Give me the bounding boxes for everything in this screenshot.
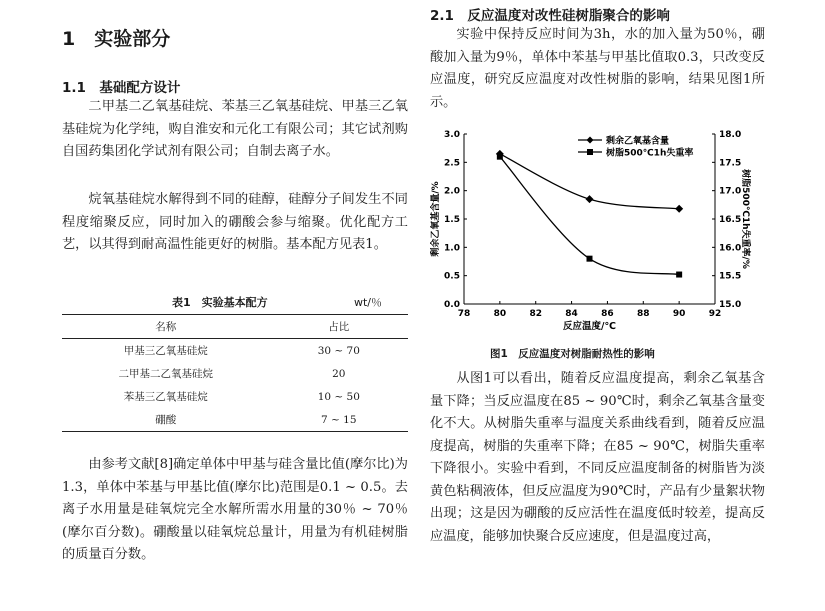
x-tick-label: 86 <box>601 309 614 319</box>
table-row <box>62 339 408 363</box>
figure-1 <box>430 122 765 341</box>
y-right-tick-label: 16.5 <box>719 215 742 225</box>
table-header-ratio: 占比 <box>328 321 350 333</box>
table-header-name: 名称 <box>155 321 177 333</box>
legend-label: 树脂500℃1h失重率 <box>606 148 694 159</box>
table-cell: 二甲基二乙氧基硅烷 <box>118 368 214 380</box>
legend-label: 剩余乙氧基含量 <box>606 136 670 147</box>
table-unit: wt/％ <box>354 296 383 309</box>
table-header-row <box>62 315 408 339</box>
y-right-tick-label: 17.5 <box>719 158 742 169</box>
y-left-axis-label: 剩余乙氧基含量/% <box>431 181 441 257</box>
paragraph-conditions: 实验中保持反应时间为3h，水的加入量为50％，硼酸加入量为9％，单体中苯基与甲基比值取0.3，只改变反应温度，研究反应温度对改性树脂的影响，结果见图1所示。 <box>430 27 765 110</box>
y-right-tick-label: 16.0 <box>719 243 742 254</box>
y-left-tick-label: 0.0 <box>444 300 460 310</box>
y-right-tick-label: 18.0 <box>719 130 742 140</box>
y-right-tick-label: 17.0 <box>719 186 742 197</box>
x-tick-label: 88 <box>637 309 650 319</box>
table-cell: 10 ~ 50 <box>317 390 360 403</box>
data-point-diamond <box>675 205 683 213</box>
table-cell: 7 ~ 15 <box>321 413 357 426</box>
y-left-tick-label: 0.5 <box>444 271 460 282</box>
x-tick-label: 92 <box>708 309 722 319</box>
x-tick-label: 84 <box>565 309 578 319</box>
table-cell: 甲基三乙氧基硅烷 <box>123 345 208 357</box>
y-right-tick-label: 15.0 <box>719 300 742 310</box>
paragraph-ratios: 由参考文献[8]确定单体中甲基与硅含量比值(摩尔比)为1.3，单体中苯基与甲基比值(摩尔比)范围是0.1 ~ 0.5。去离子水用量是硅氧烷完全水解所需水用量的30％ ~ 70％(摩尔百分数)。硼酸量以硅氧烷总量计，用量为有机硅树脂的质量百分数。 <box>62 457 408 562</box>
section-title: 1 实验部分 <box>62 28 171 50</box>
data-point-square <box>587 256 593 262</box>
y-right-axis-label: 树脂500℃1h失重率/% <box>740 169 750 269</box>
y-left-tick-label: 1.5 <box>444 215 460 225</box>
y-left-tick-label: 3.0 <box>444 130 460 140</box>
data-point-square <box>676 272 682 278</box>
x-tick-label: 82 <box>529 309 542 319</box>
legend-marker-diamond <box>587 137 594 144</box>
formula-table <box>62 314 408 432</box>
y-left-tick-label: 1.0 <box>444 243 460 254</box>
table-row <box>62 362 408 385</box>
x-tick-label: 78 <box>457 309 471 319</box>
y-left-tick-label: 2.5 <box>444 158 460 169</box>
data-point-square <box>497 154 503 160</box>
subsection-title-2-1: 2.1 反应温度对改性硅树脂聚合的影响 <box>430 8 670 24</box>
x-tick-label: 80 <box>493 309 507 319</box>
y-left-tick-label: 2.0 <box>444 186 460 197</box>
subsection-title-1-1: 1.1 基础配方设计 <box>62 80 181 96</box>
y-right-tick-label: 15.5 <box>719 271 742 282</box>
x-axis-label: 反应温度/℃ <box>563 321 616 332</box>
table-title: 表1 实验基本配方 <box>172 296 268 309</box>
legend-marker-square <box>587 149 593 155</box>
paragraph-hydrolysis: 烷氧基硅烷水解得到不同的硅醇，硅醇分子间发生不同程度缩聚反应，同时加入的硼酸会参与缩聚。优化配方工艺，以其得到耐高温性能更好的树脂。基本配方见表1。 <box>62 192 408 252</box>
paragraph-results: 从图1可以看出，随着反应温度提高，剩余乙氧基含量下降；当反应温度在85 ~ 90℃时，剩余乙氧基含量变化不大。从树脂失重率与温度关系曲线看到，随着反应温度提高，树脂的失重率下降；在85 ~ 90℃，树脂失重率下降很小。实验中看到，不同反应温度制备的树脂皆为淡黄色粘稠液体，但反应温度为90℃时，产品有少量絮状物出现；这是因为硼酸的反应活性在温度低时较差，提高反应温度，能够加快聚合反应速度，但是温度过高， <box>430 371 765 544</box>
table-cell: 30 ~ 70 <box>317 344 360 357</box>
table-row <box>62 385 408 408</box>
table-cell: 苯基三乙氧基硅烷 <box>123 391 208 403</box>
table-row <box>62 408 408 432</box>
paragraph-reagents: 二甲基二乙氧基硅烷、苯基三乙氧基硅烷、甲基三乙氧基硅烷为化学纯，购自淮安和元化工有限公司；其它试剂购自国药集团化学试剂有限公司；自制去离子水。 <box>62 99 408 159</box>
figure-caption: 图1 反应温度对树脂耐热性的影响 <box>490 348 655 360</box>
table-cell: 硼酸 <box>155 414 177 426</box>
table-cell: 20 <box>332 367 346 380</box>
x-tick-label: 90 <box>672 309 686 319</box>
data-point-diamond <box>586 195 594 203</box>
line-chart <box>430 122 765 337</box>
